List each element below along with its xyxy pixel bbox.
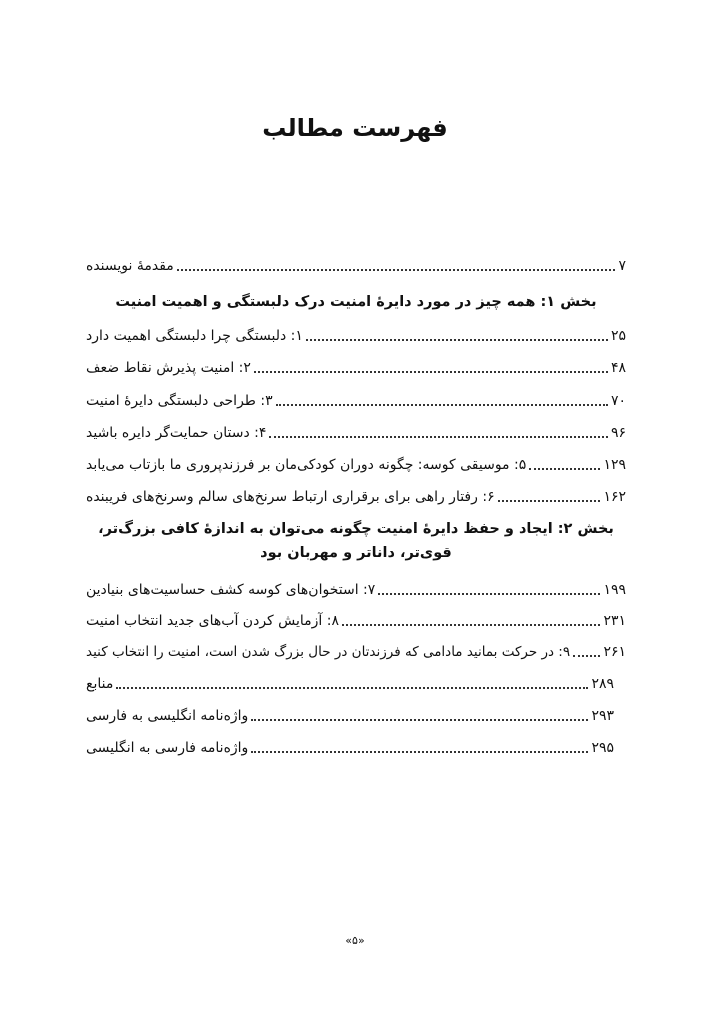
part-1-heading <box>86 290 626 314</box>
toc-entry-chapter-6[interactable] <box>86 481 626 507</box>
toc-entry-chapter-4[interactable] <box>86 417 626 443</box>
dot-leader <box>498 499 601 502</box>
toc-entry-page: ۱۲۹ <box>603 457 626 473</box>
toc-entry-title: ۹: در حرکت بمانید مادامی که فرزندتان در حال بزرگ شدن است، امنیت را انتخاب کنید <box>86 644 571 660</box>
toc-entry-title: ۲: امنیت پذیرش نقاط ضعف <box>86 360 251 376</box>
dot-leader <box>251 750 588 753</box>
toc-entry-title: ۷: استخوان‌های کوسه کشف حساسیت‌های بنیادین <box>86 582 376 598</box>
toc-entry-page: ۴۸ <box>610 360 626 376</box>
toc-entry-title: ۱: دلبستگی چرا دلبستگی اهمیت دارد <box>86 328 303 344</box>
dot-leader <box>269 435 608 438</box>
dot-leader <box>342 623 600 626</box>
dot-leader <box>177 268 616 271</box>
toc-entry-chapter-9[interactable] <box>86 636 626 662</box>
toc-entry-title: ۳: طراحی دلبستگی دایرۀ امنیت <box>86 393 273 409</box>
dot-leader <box>116 686 588 689</box>
toc-entry-glossary-fa-en[interactable] <box>86 732 614 758</box>
toc-entry-page: ۲۸۹ <box>591 676 614 692</box>
toc-entry-chapter-1[interactable] <box>86 320 626 346</box>
toc-entry-page: ۲۹۵ <box>591 740 614 756</box>
page-number: «۵» <box>345 934 365 947</box>
part-2-heading-line-1: بخش ۲: ایجاد و حفظ دایرۀ امنیت چگونه می‌توان به اندازۀ کافی بزرگ‌تر، <box>98 521 614 537</box>
toc-entry-page: ۷ <box>618 258 626 274</box>
toc-entry-title: واژه‌نامه انگلیسی به فارسی <box>86 708 249 724</box>
toc-entry-chapter-7[interactable] <box>86 574 626 600</box>
toc-entry-title: ۵: موسیقی کوسه: چگونه دوران کودکی‌مان بر فرزندپروری ما بازتاب می‌یابد <box>86 457 527 473</box>
toc-entry-page: ۱۶۲ <box>603 489 626 505</box>
part-2-heading <box>86 517 626 565</box>
toc-entry-page: ۲۵ <box>610 328 626 344</box>
dot-leader <box>254 370 608 373</box>
toc-entry-title: منابع <box>86 676 114 692</box>
toc-entry-references[interactable] <box>86 668 614 694</box>
toc-entry-glossary-en-fa[interactable] <box>86 700 614 726</box>
toc-entry-title: مقدمۀ نویسنده <box>86 258 174 274</box>
toc-entry-page: ۲۹۳ <box>591 708 614 724</box>
dot-leader <box>276 403 608 406</box>
toc-entry-page: ۱۹۹ <box>603 582 626 598</box>
dot-leader <box>529 467 600 470</box>
dot-leader <box>573 654 600 657</box>
dot-leader <box>251 718 588 721</box>
toc-entry-title: ۸: آزمایش کردن آب‌های جدید انتخاب امنیت <box>86 613 340 629</box>
toc-entry-title: واژه‌نامه فارسی به انگلیسی <box>86 740 249 756</box>
toc-entry-chapter-8[interactable] <box>86 605 626 631</box>
toc-entry-chapter-3[interactable] <box>86 385 626 411</box>
toc-entry-page: ۲۳۱ <box>603 613 626 629</box>
dot-leader <box>378 592 600 595</box>
page-title: فهرست مطالب <box>262 114 448 142</box>
toc-entry-title: ۴: دستان حمایت‌گر دایره باشید <box>86 425 267 441</box>
toc-entry-page: ۲۶۱ <box>603 644 626 660</box>
toc-entry-page: ۹۶ <box>610 425 626 441</box>
toc-entry-page: ۷۰ <box>610 393 626 409</box>
toc-entry-introduction[interactable] <box>86 250 626 276</box>
part-2-heading-line-2: قوی‌تر، داناتر و مهربان بود <box>260 545 452 561</box>
part-1-heading-text: بخش ۱: همه چیز در مورد دایرۀ امنیت درک دلبستگی و اهمیت امنیت <box>115 294 597 310</box>
toc-entry-chapter-2[interactable] <box>86 352 626 378</box>
toc-entry-title: ۶: رفتار راهی برای برقراری ارتباط سرنخ‌های سالم وسرنخ‌های فریبنده <box>86 489 495 505</box>
dot-leader <box>306 338 608 341</box>
toc-entry-chapter-5[interactable] <box>86 449 626 475</box>
